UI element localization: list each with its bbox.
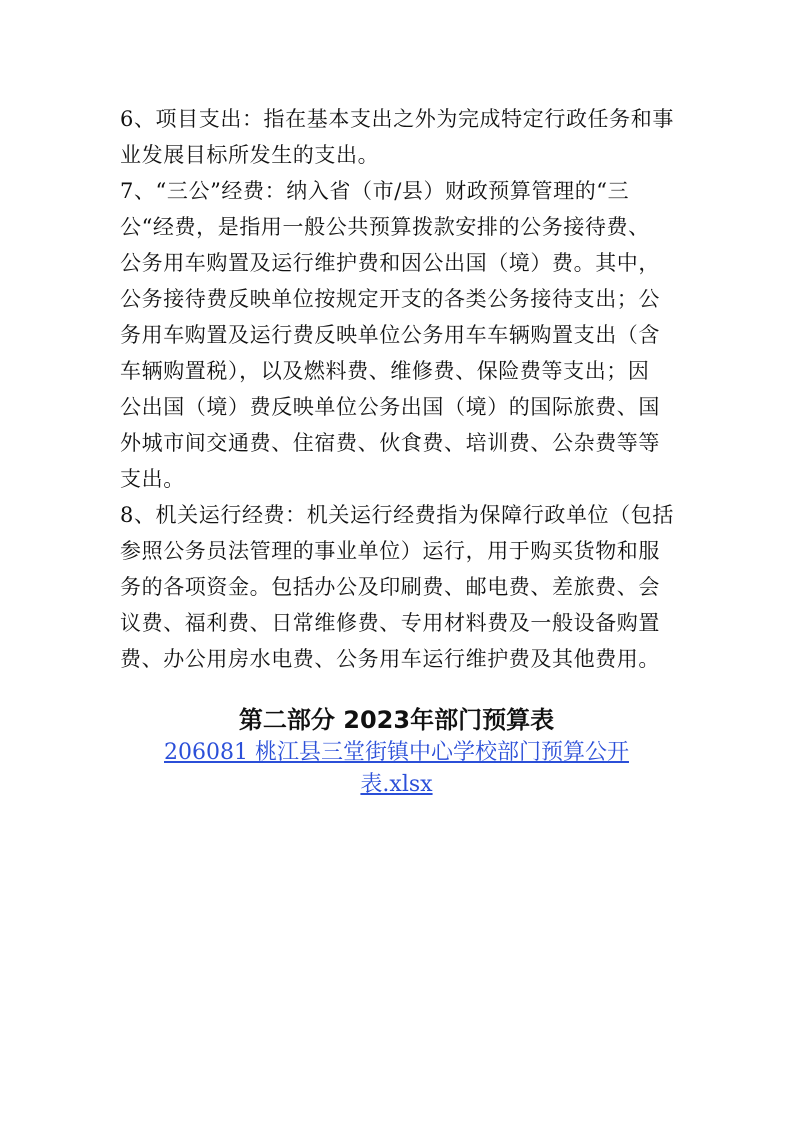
- body-line: 8、机关运行经费：机关运行经费指为保障行政单位（包括: [120, 503, 674, 527]
- body-line: 车辆购置税），以及燃料费、维修费、保险费等支出；因: [120, 359, 650, 383]
- body-line: 外城市间交通费、住宿费、伙食费、培训费、公杂费等等: [120, 431, 660, 455]
- body-line: 务的各项资金。包括办公及印刷费、邮电费、差旅费、会: [120, 575, 660, 599]
- body-line: 公“经费，是指用一般公共预算拨款安排的公务接待费、: [120, 215, 650, 239]
- attachment-link[interactable]: 206081 桃江县三堂街镇中心学校部门预算公开: [164, 740, 629, 765]
- body-line: 公出国（境）费反映单位公务出国（境）的国际旅费、国: [120, 395, 660, 419]
- body-line: 支出。: [120, 467, 185, 491]
- attachment-link-continued[interactable]: 表.xlsx: [360, 772, 433, 797]
- body-line: 议费、福利费、日常维修费、专用材料费及一般设备购置: [120, 611, 660, 635]
- body-line: 务用车购置及运行费反映单位公务用车车辆购置支出（含: [120, 323, 660, 347]
- body-line: 7、“三公”经费：纳入省（市/县）财政预算管理的“三: [120, 179, 630, 203]
- body-line: 公务用车购置及运行维护费和因公出国（境）费。其中，: [120, 251, 660, 275]
- body-line: 参照公务员法管理的事业单位）运行，用于购买货物和服: [120, 539, 660, 563]
- body-line: 费、办公用房水电费、公务用车运行维护费及其他费用。: [120, 647, 660, 671]
- body-line: 6、项目支出：指在基本支出之外为完成特定行政任务和事: [120, 107, 674, 131]
- body-line: 公务接待费反映单位按规定开支的各类公务接待支出；公: [120, 287, 660, 311]
- section-title: 第二部分 2023年部门预算表: [238, 706, 555, 734]
- body-line: 业发展目标所发生的支出。: [120, 143, 380, 167]
